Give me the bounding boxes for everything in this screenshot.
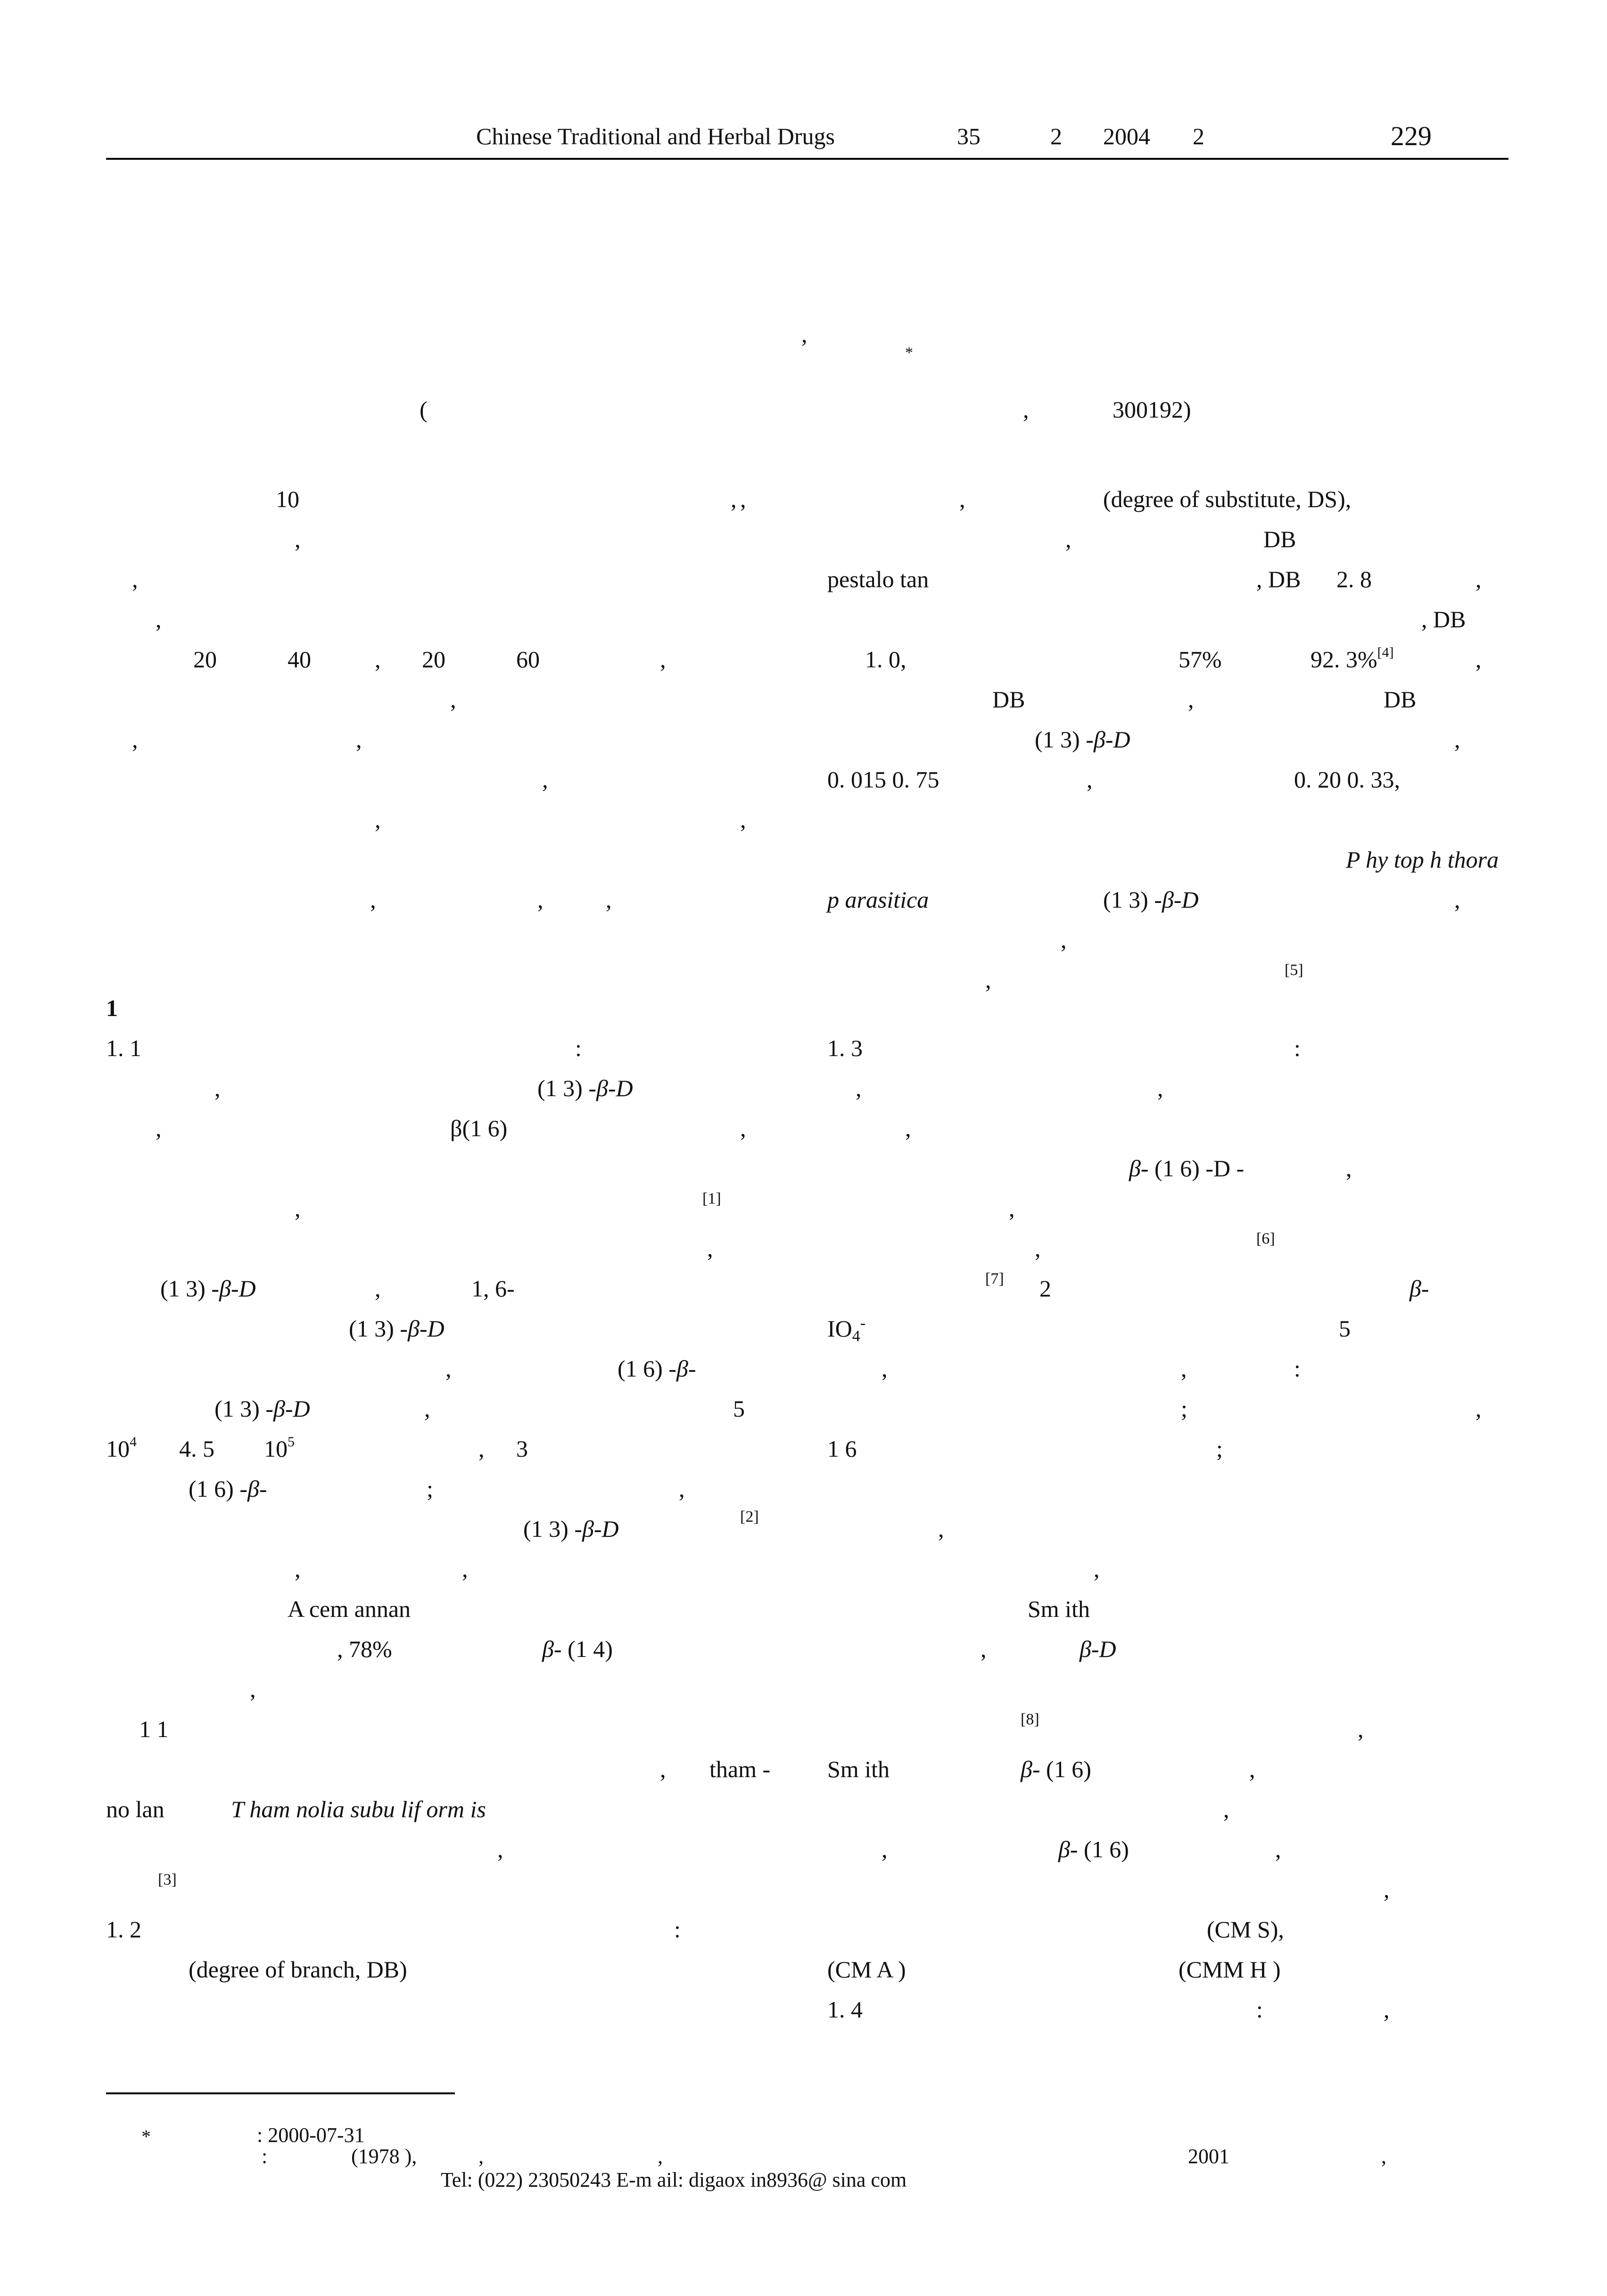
text-fragment: , (375, 1275, 381, 1302)
text-fragment: , (450, 686, 456, 713)
text-fragment: , (424, 1395, 430, 1422)
text-fragment: , (740, 1115, 746, 1141)
text-fragment: , (981, 1636, 987, 1662)
journal-volume: 35 (957, 123, 981, 149)
glucan-formula: (1 3) -β-D (537, 1075, 633, 1101)
text-fragment: , (250, 1676, 256, 1702)
footnote-received-date: : 2000-07-31 (257, 2124, 365, 2147)
text-fragment: , (1384, 1996, 1390, 2023)
linkage-formula: β(1 6) (450, 1115, 508, 1141)
species-name: P hy top h thora (1346, 846, 1499, 873)
text-fragment: , (537, 886, 544, 913)
text-fragment: , (1275, 1836, 1281, 1862)
term-degree-of-branch: (degree of branch, DB) (189, 1956, 407, 1983)
text-fragment: , (214, 1075, 221, 1101)
text-fragment: : (1294, 1355, 1301, 1382)
text-fragment: , (1035, 1235, 1041, 1262)
text-fragment: , (1475, 1395, 1482, 1422)
molecular-weight-range: $10^4$ (106, 1434, 137, 1462)
text-fragment: , DB (1256, 566, 1301, 592)
text-fragment: , (882, 1355, 888, 1382)
text-fragment: , (740, 806, 746, 833)
text-fragment: 10 (276, 486, 299, 512)
text-fragment: 0. 015 0. 75 (827, 766, 939, 793)
text-fragment: , (938, 1516, 944, 1542)
text-fragment: , (132, 566, 138, 592)
text-fragment: , (1475, 646, 1482, 672)
text-fragment: , (1223, 1796, 1229, 1822)
abbr-cms: (CM S), (1207, 1916, 1284, 1943)
text-fragment: , (1087, 766, 1093, 793)
text-fragment: 1, 6- (471, 1275, 515, 1302)
journal-year: 2004 (1103, 123, 1150, 149)
text-fragment: , (542, 766, 548, 793)
text-fragment: 40 (288, 646, 311, 672)
text-fragment: , (1454, 726, 1460, 753)
text-fragment: , (985, 967, 991, 993)
text-fragment: , (679, 1476, 685, 1502)
glucan-formula: (1 3) -β-D (160, 1275, 256, 1302)
text-fragment: 5 (733, 1395, 745, 1422)
text-fragment: 1. 0, (865, 646, 907, 672)
text-fragment: , 78% (337, 1636, 392, 1662)
section-1-2-number: 1. 2 (106, 1916, 141, 1943)
citation-ref: [1] (702, 1190, 721, 1207)
text-fragment: 1 1 (139, 1716, 169, 1742)
text-fragment: , (1454, 886, 1460, 913)
author-asterisk: * (905, 344, 913, 361)
footnote-asterisk: * (141, 2126, 151, 2147)
text-fragment: DB (1384, 686, 1417, 713)
abbr-cma: (CM A ) (827, 1956, 906, 1983)
citation-ref: [6] (1256, 1230, 1275, 1247)
text-fragment: , (1249, 1756, 1255, 1782)
text-fragment: , (660, 646, 666, 672)
header-rule (106, 158, 1508, 160)
linkage-formula: (1 6) -β- (189, 1476, 267, 1502)
text-fragment: , (1181, 1355, 1187, 1382)
text-fragment: , (856, 1075, 862, 1101)
glucan-formula: (1 3) -β-D (1035, 726, 1130, 753)
text-fragment: : (674, 1916, 681, 1943)
text-fragment: , (375, 806, 381, 833)
abbr-cmmh: (CMM H ) (1178, 1956, 1281, 1983)
text-fragment: , (156, 1115, 162, 1141)
author-comma: , (801, 321, 808, 347)
text-fragment: , (707, 1235, 713, 1262)
glucan-formula: (1 3) -β-D (523, 1516, 619, 1542)
footnote-contact: Tel: (022) 23050243 E-m ail: digaox in8936@ sina com (441, 2168, 907, 2191)
journal-issue: 2 (1050, 123, 1062, 149)
citation-ref: [5] (1285, 961, 1303, 979)
text-fragment: , (1384, 1876, 1390, 1902)
term-degree-of-substitute: (degree of substitute, DS), (1103, 486, 1352, 512)
linkage-formula: β- (1 4) (542, 1636, 613, 1662)
section-1-heading: 1 (106, 995, 118, 1021)
section-1-3-number: 1. 3 (827, 1035, 863, 1061)
text-fragment: , (905, 1115, 911, 1141)
text-fragment: β- (1409, 1275, 1429, 1302)
text-fragment: , (1157, 1075, 1163, 1101)
linkage-formula: (1 6) -β- (618, 1355, 696, 1382)
text-fragment: , (478, 1435, 485, 1462)
text-fragment: , (462, 1556, 468, 1582)
text-fragment: pestalo tan (827, 566, 929, 592)
linkage-formula: β- (1 6) (1058, 1836, 1129, 1862)
text-fragment: , (295, 1556, 301, 1582)
text-fragment: , (497, 1836, 503, 1862)
text-fragment: : (575, 1035, 582, 1061)
text-fragment: , (882, 1836, 888, 1862)
text-fragment: , (606, 886, 612, 913)
text-fragment: 1 6 (827, 1435, 857, 1462)
text-fragment: , (356, 726, 362, 753)
text-fragment: , (370, 886, 376, 913)
linkage-formula: β- (1 6) -D - (1129, 1155, 1244, 1181)
footnote-comma: , (1381, 2145, 1386, 2168)
footnote-birth-year: (1978 ), (351, 2145, 417, 2168)
journal-month: 2 (1193, 123, 1204, 149)
text-fragment: , (295, 1195, 301, 1222)
text-fragment: , (375, 646, 381, 672)
text-fragment: 0. 20 0. 33, (1294, 766, 1400, 793)
text-fragment: ; (1216, 1435, 1223, 1462)
text-fragment: : (1294, 1035, 1301, 1061)
periodate-ion: $IO_4^-$ (827, 1314, 866, 1345)
citation-ref: [7] (985, 1270, 1004, 1287)
text-fragment: 2. 8 (1336, 566, 1372, 592)
text-fragment: 60 (516, 646, 540, 672)
text-fragment: , (156, 606, 162, 632)
text-fragment: 4. 5 (179, 1435, 214, 1462)
text-fragment: 57% (1178, 646, 1222, 672)
text-fragment: A cem annan (288, 1596, 411, 1622)
journal-name: Chinese Traditional and Herbal Drugs (476, 123, 835, 149)
text-fragment: 20 (422, 646, 445, 672)
text-fragment: , (731, 486, 737, 512)
text-fragment: , (1065, 526, 1071, 552)
text-fragment: 2 (1039, 1275, 1051, 1302)
footnote-colon: : (262, 2145, 268, 2168)
citation-ref: [8] (1021, 1711, 1039, 1728)
text-fragment: 20 (193, 646, 217, 672)
text-fragment: , (1009, 1195, 1015, 1222)
species-name: T ham nolia subu lif orm is (231, 1796, 486, 1822)
text-fragment: , (959, 486, 965, 512)
footnote-year: 2001 (1188, 2145, 1229, 2168)
text-fragment: , (132, 726, 138, 753)
text-fragment: , (1358, 1716, 1364, 1742)
affiliation-comma: , (1023, 396, 1029, 423)
text-fragment: , (445, 1355, 452, 1382)
text-fragment: tham - (709, 1756, 771, 1782)
glucan-formula: (1 3) -β-D (349, 1315, 445, 1342)
footnote-comma: , (478, 2145, 484, 2168)
species-name: p arasitica (827, 886, 929, 913)
text-fragment: , (740, 486, 746, 512)
text-fragment: , (1061, 927, 1067, 953)
glucan-formula: β-D (1080, 1636, 1116, 1662)
page-number: 229 (1391, 121, 1432, 151)
text-fragment: , (1188, 686, 1194, 713)
text-fragment: DB (992, 686, 1025, 713)
molecular-weight-range: $10^5$ (264, 1434, 295, 1462)
footnote-rule (106, 2092, 455, 2094)
text-fragment: : (1256, 1996, 1263, 2023)
percentage-with-ref: 92. 3%[4] (1310, 645, 1394, 672)
linkage-formula: β- (1 6) (1021, 1756, 1091, 1782)
text-fragment: 5 (1339, 1315, 1351, 1342)
section-1-4-number: 1. 4 (827, 1996, 863, 2023)
citation-ref: [3] (158, 1871, 177, 1888)
text-fragment: ; (427, 1476, 433, 1502)
affiliation-open-paren: ( (420, 396, 428, 423)
text-fragment: , (295, 526, 301, 552)
affiliation-postcode: 300192) (1113, 396, 1191, 423)
citation-ref: [2] (740, 1508, 759, 1525)
glucan-formula: (1 3) -β-D (214, 1395, 310, 1422)
text-fragment: , DB (1421, 606, 1466, 632)
section-1-1-number: 1. 1 (106, 1035, 141, 1061)
text-fragment: Sm ith (827, 1756, 890, 1782)
text-fragment: , (1346, 1155, 1352, 1181)
text-fragment: , (660, 1756, 666, 1782)
footnote-comma: , (658, 2145, 663, 2168)
text-fragment: , (1475, 566, 1482, 592)
text-fragment: DB (1263, 526, 1296, 552)
text-fragment: ; (1181, 1395, 1187, 1422)
text-fragment: 3 (516, 1435, 528, 1462)
glucan-formula: (1 3) -β-D (1103, 886, 1199, 913)
text-fragment: , (1094, 1556, 1100, 1582)
text-fragment: Sm ith (1028, 1596, 1090, 1622)
text-fragment: no lan (106, 1796, 165, 1822)
